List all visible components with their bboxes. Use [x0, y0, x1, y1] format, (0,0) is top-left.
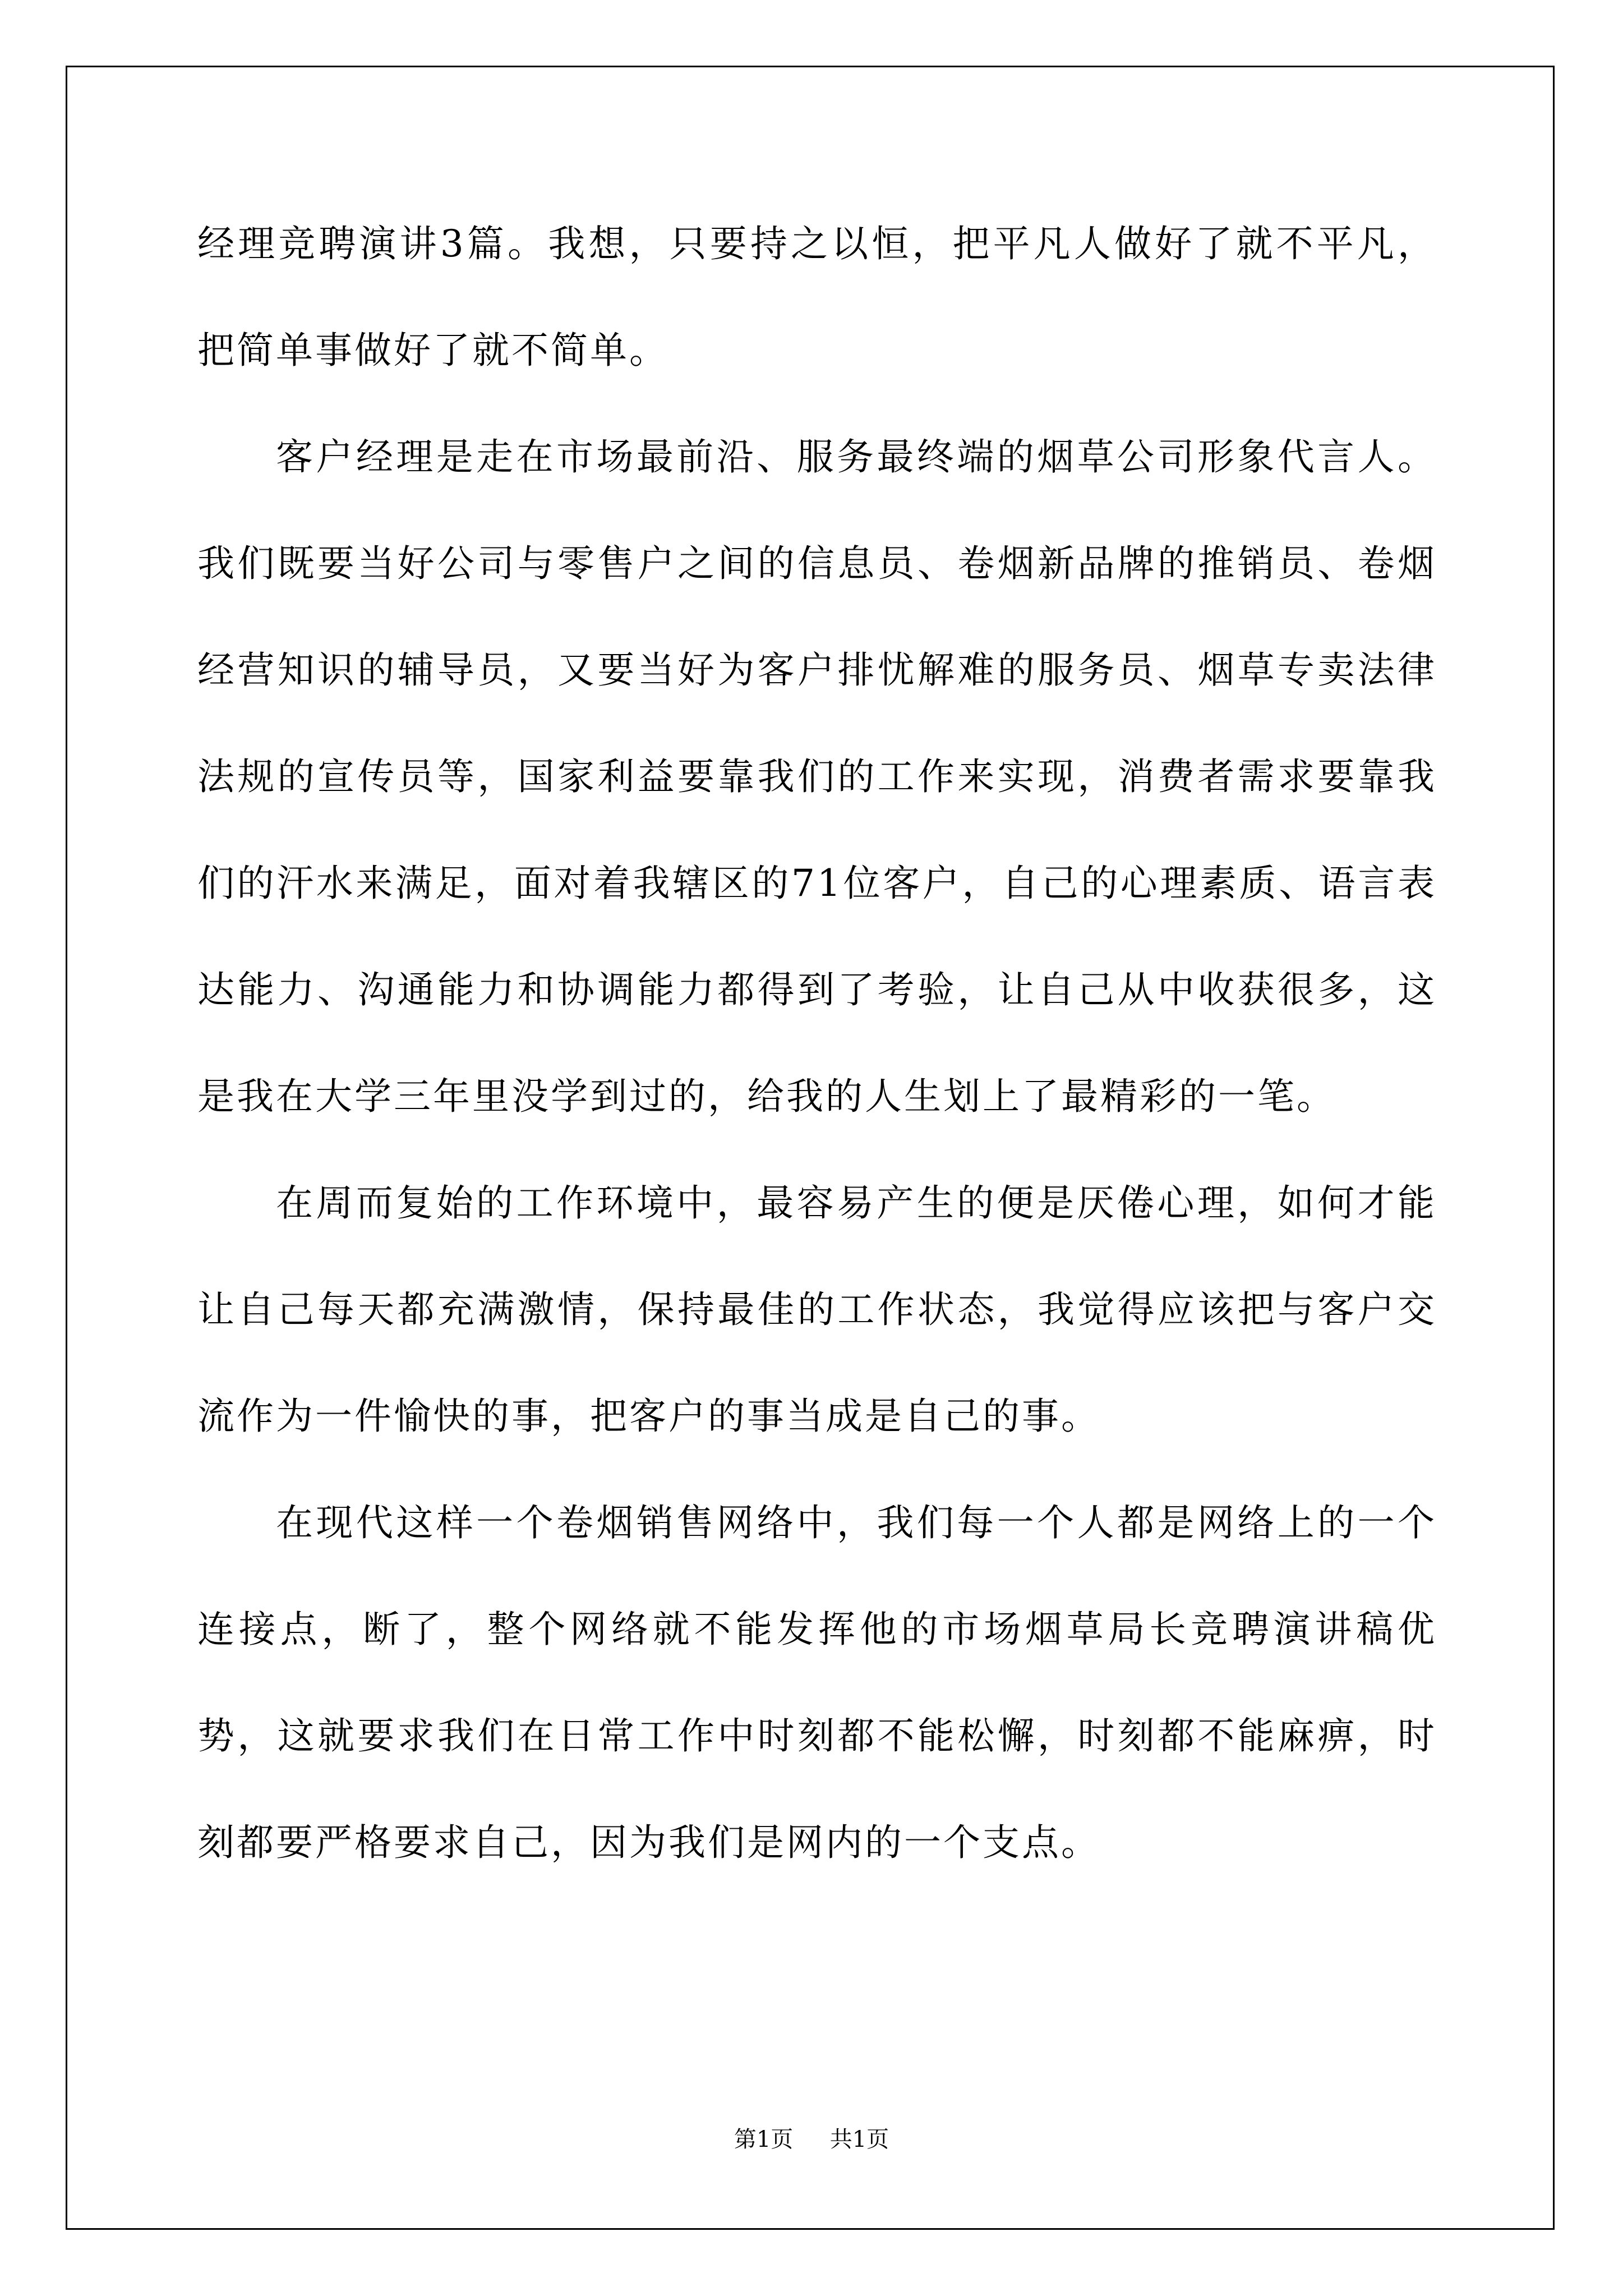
paragraph-4: 在现代这样一个卷烟销售网络中，我们每一个人都是网络上的一个连接点，断了，整个网络就不能发挥他的市场烟草局长竞聘演讲稿优势，这就要求我们在日常工作中时刻都不能松懈，时刻都不能麻痹，时刻都要严格要求自己，因为我们是网内的一个支点。 [197, 1501, 1437, 1864]
paragraph-3: 在周而复始的工作环境中，最容易产生的便是厌倦心理，如何才能让自己每天都充满激情，保持最佳的工作状态，我觉得应该把与客户交流作为一件愉快的事，把客户的事当成是自己的事。 [197, 1181, 1437, 1438]
document-body [197, 191, 1437, 1896]
paragraph-1: 经理竞聘演讲3篇。我想，只要持之以恒，把平凡人做好了就不平凡，把简单事做好了就不简单。 [197, 222, 1437, 372]
page-number-total: 共1页 [829, 2127, 889, 2152]
page-footer [0, 2123, 1623, 2156]
paragraph-2: 客户经理是走在市场最前沿、服务最终端的烟草公司形象代言人。我们既要当好公司与零售户之间的信息员、卷烟新品牌的推销员、卷烟经营知识的辅导员，又要当好为客户排忧解难的服务员、烟草专卖法律法规的宣传员等，国家利益要靠我们的工作来实现，消费者需求要靠我们的汗水来满足，面对着我辖区的71位客户，自己的心理素质、语言表达能力、沟通能力和协调能力都得到了考验，让自己从中收获很多，这是我在大学三年里没学到过的，给我的人生划上了最精彩的一笔。 [197, 435, 1437, 1118]
page-number-current: 第1页 [734, 2127, 794, 2152]
